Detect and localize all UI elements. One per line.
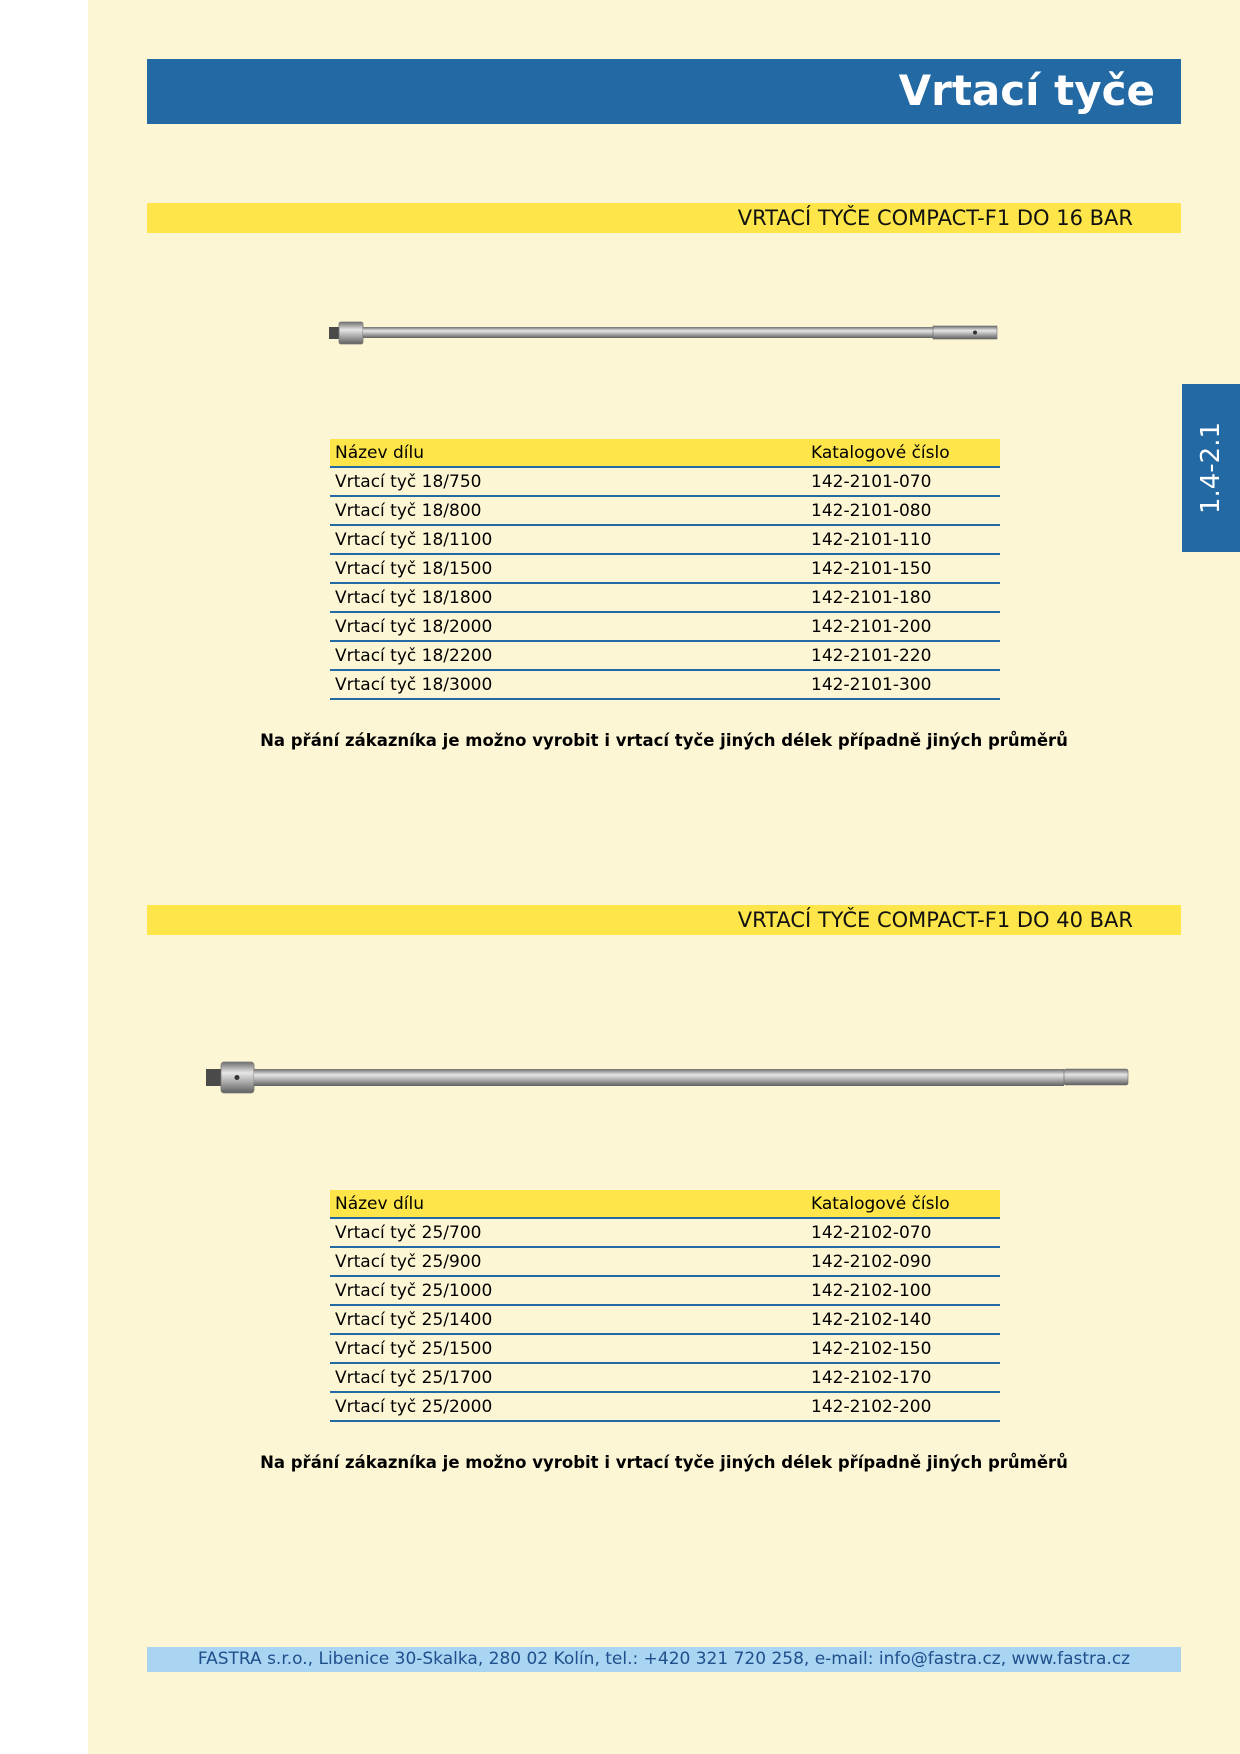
part-name: Vrtací tyč 18/1800	[330, 583, 806, 612]
chapter-tab-label: 1.4-2.1	[1196, 421, 1226, 515]
catalog-number: 142-2101-180	[806, 583, 1000, 612]
page-title: Vrtací tyče	[898, 66, 1155, 115]
parts-table-40bar	[330, 1190, 1000, 1422]
part-name: Vrtací tyč 18/750	[330, 467, 806, 496]
table-row	[330, 641, 1000, 670]
section-heading: VRTACÍ TYČE COMPACT-F1 DO 40 BAR	[737, 908, 1133, 932]
catalog-number: 142-2102-070	[806, 1218, 1000, 1247]
table-row	[330, 1334, 1000, 1363]
table-row	[330, 612, 1000, 641]
part-name: Vrtací tyč 25/1400	[330, 1305, 806, 1334]
part-name: Vrtací tyč 18/1100	[330, 525, 806, 554]
section-heading-bar	[147, 203, 1181, 233]
catalog-number: 142-2101-200	[806, 612, 1000, 641]
part-name: Vrtací tyč 18/1500	[330, 554, 806, 583]
table-row	[330, 496, 1000, 525]
chapter-tab	[1182, 384, 1240, 552]
part-name: Vrtací tyč 25/700	[330, 1218, 806, 1247]
catalog-number: 142-2102-100	[806, 1276, 1000, 1305]
drill-rod-16bar-image	[325, 316, 1005, 350]
table-header-row	[330, 1190, 1000, 1218]
column-header-part-name: Název dílu	[330, 1190, 806, 1218]
catalog-number: 142-2101-080	[806, 496, 1000, 525]
table-row	[330, 1392, 1000, 1421]
table-row	[330, 554, 1000, 583]
table-row	[330, 1363, 1000, 1392]
footer-bar	[147, 1647, 1181, 1672]
part-name: Vrtací tyč 25/1500	[330, 1334, 806, 1363]
table-row	[330, 1218, 1000, 1247]
catalog-number: 142-2101-110	[806, 525, 1000, 554]
parts-table-16bar	[330, 439, 1000, 700]
part-name: Vrtací tyč 25/900	[330, 1247, 806, 1276]
section-heading-bar	[147, 905, 1181, 935]
catalog-number: 142-2102-090	[806, 1247, 1000, 1276]
catalog-number: 142-2102-150	[806, 1334, 1000, 1363]
catalog-number: 142-2102-140	[806, 1305, 1000, 1334]
table-row	[330, 1305, 1000, 1334]
part-name: Vrtací tyč 18/2000	[330, 612, 806, 641]
table-header-row	[330, 439, 1000, 467]
table-row	[330, 525, 1000, 554]
column-header-part-name: Název dílu	[330, 439, 806, 467]
column-header-catalog-number: Katalogové číslo	[806, 1190, 1000, 1218]
catalog-number: 142-2101-220	[806, 641, 1000, 670]
part-name: Vrtací tyč 25/1700	[330, 1363, 806, 1392]
drill-rod-40bar-image	[203, 1055, 1131, 1101]
section-heading: VRTACÍ TYČE COMPACT-F1 DO 16 BAR	[737, 206, 1133, 230]
page-background	[88, 0, 1240, 1754]
part-name: Vrtací tyč 18/2200	[330, 641, 806, 670]
part-name: Vrtací tyč 25/1000	[330, 1276, 806, 1305]
catalog-number: 142-2102-200	[806, 1392, 1000, 1421]
table-row	[330, 467, 1000, 496]
table-row	[330, 583, 1000, 612]
table-row	[330, 670, 1000, 699]
catalog-number: 142-2101-070	[806, 467, 1000, 496]
catalog-number: 142-2102-170	[806, 1363, 1000, 1392]
table-row	[330, 1276, 1000, 1305]
catalog-number: 142-2101-300	[806, 670, 1000, 699]
footer-contact: FASTRA s.r.o., Libenice 30-Skalka, 280 02 Kolín, tel.: +420 321 720 258, e-mail: info@fastra.cz, www.fastra.cz	[197, 1649, 1131, 1669]
part-name: Vrtací tyč 18/3000	[330, 670, 806, 699]
catalog-number: 142-2101-150	[806, 554, 1000, 583]
table-row	[330, 1247, 1000, 1276]
part-name: Vrtací tyč 25/2000	[330, 1392, 806, 1421]
custom-order-note: Na přání zákazníka je možno vyrobit i vrtací tyče jiných délek případně jiných průměrů	[260, 1453, 1068, 1472]
title-banner	[147, 59, 1181, 124]
column-header-catalog-number: Katalogové číslo	[806, 439, 1000, 467]
custom-order-note: Na přání zákazníka je možno vyrobit i vrtací tyče jiných délek případně jiných průměrů	[260, 731, 1068, 750]
part-name: Vrtací tyč 18/800	[330, 496, 806, 525]
